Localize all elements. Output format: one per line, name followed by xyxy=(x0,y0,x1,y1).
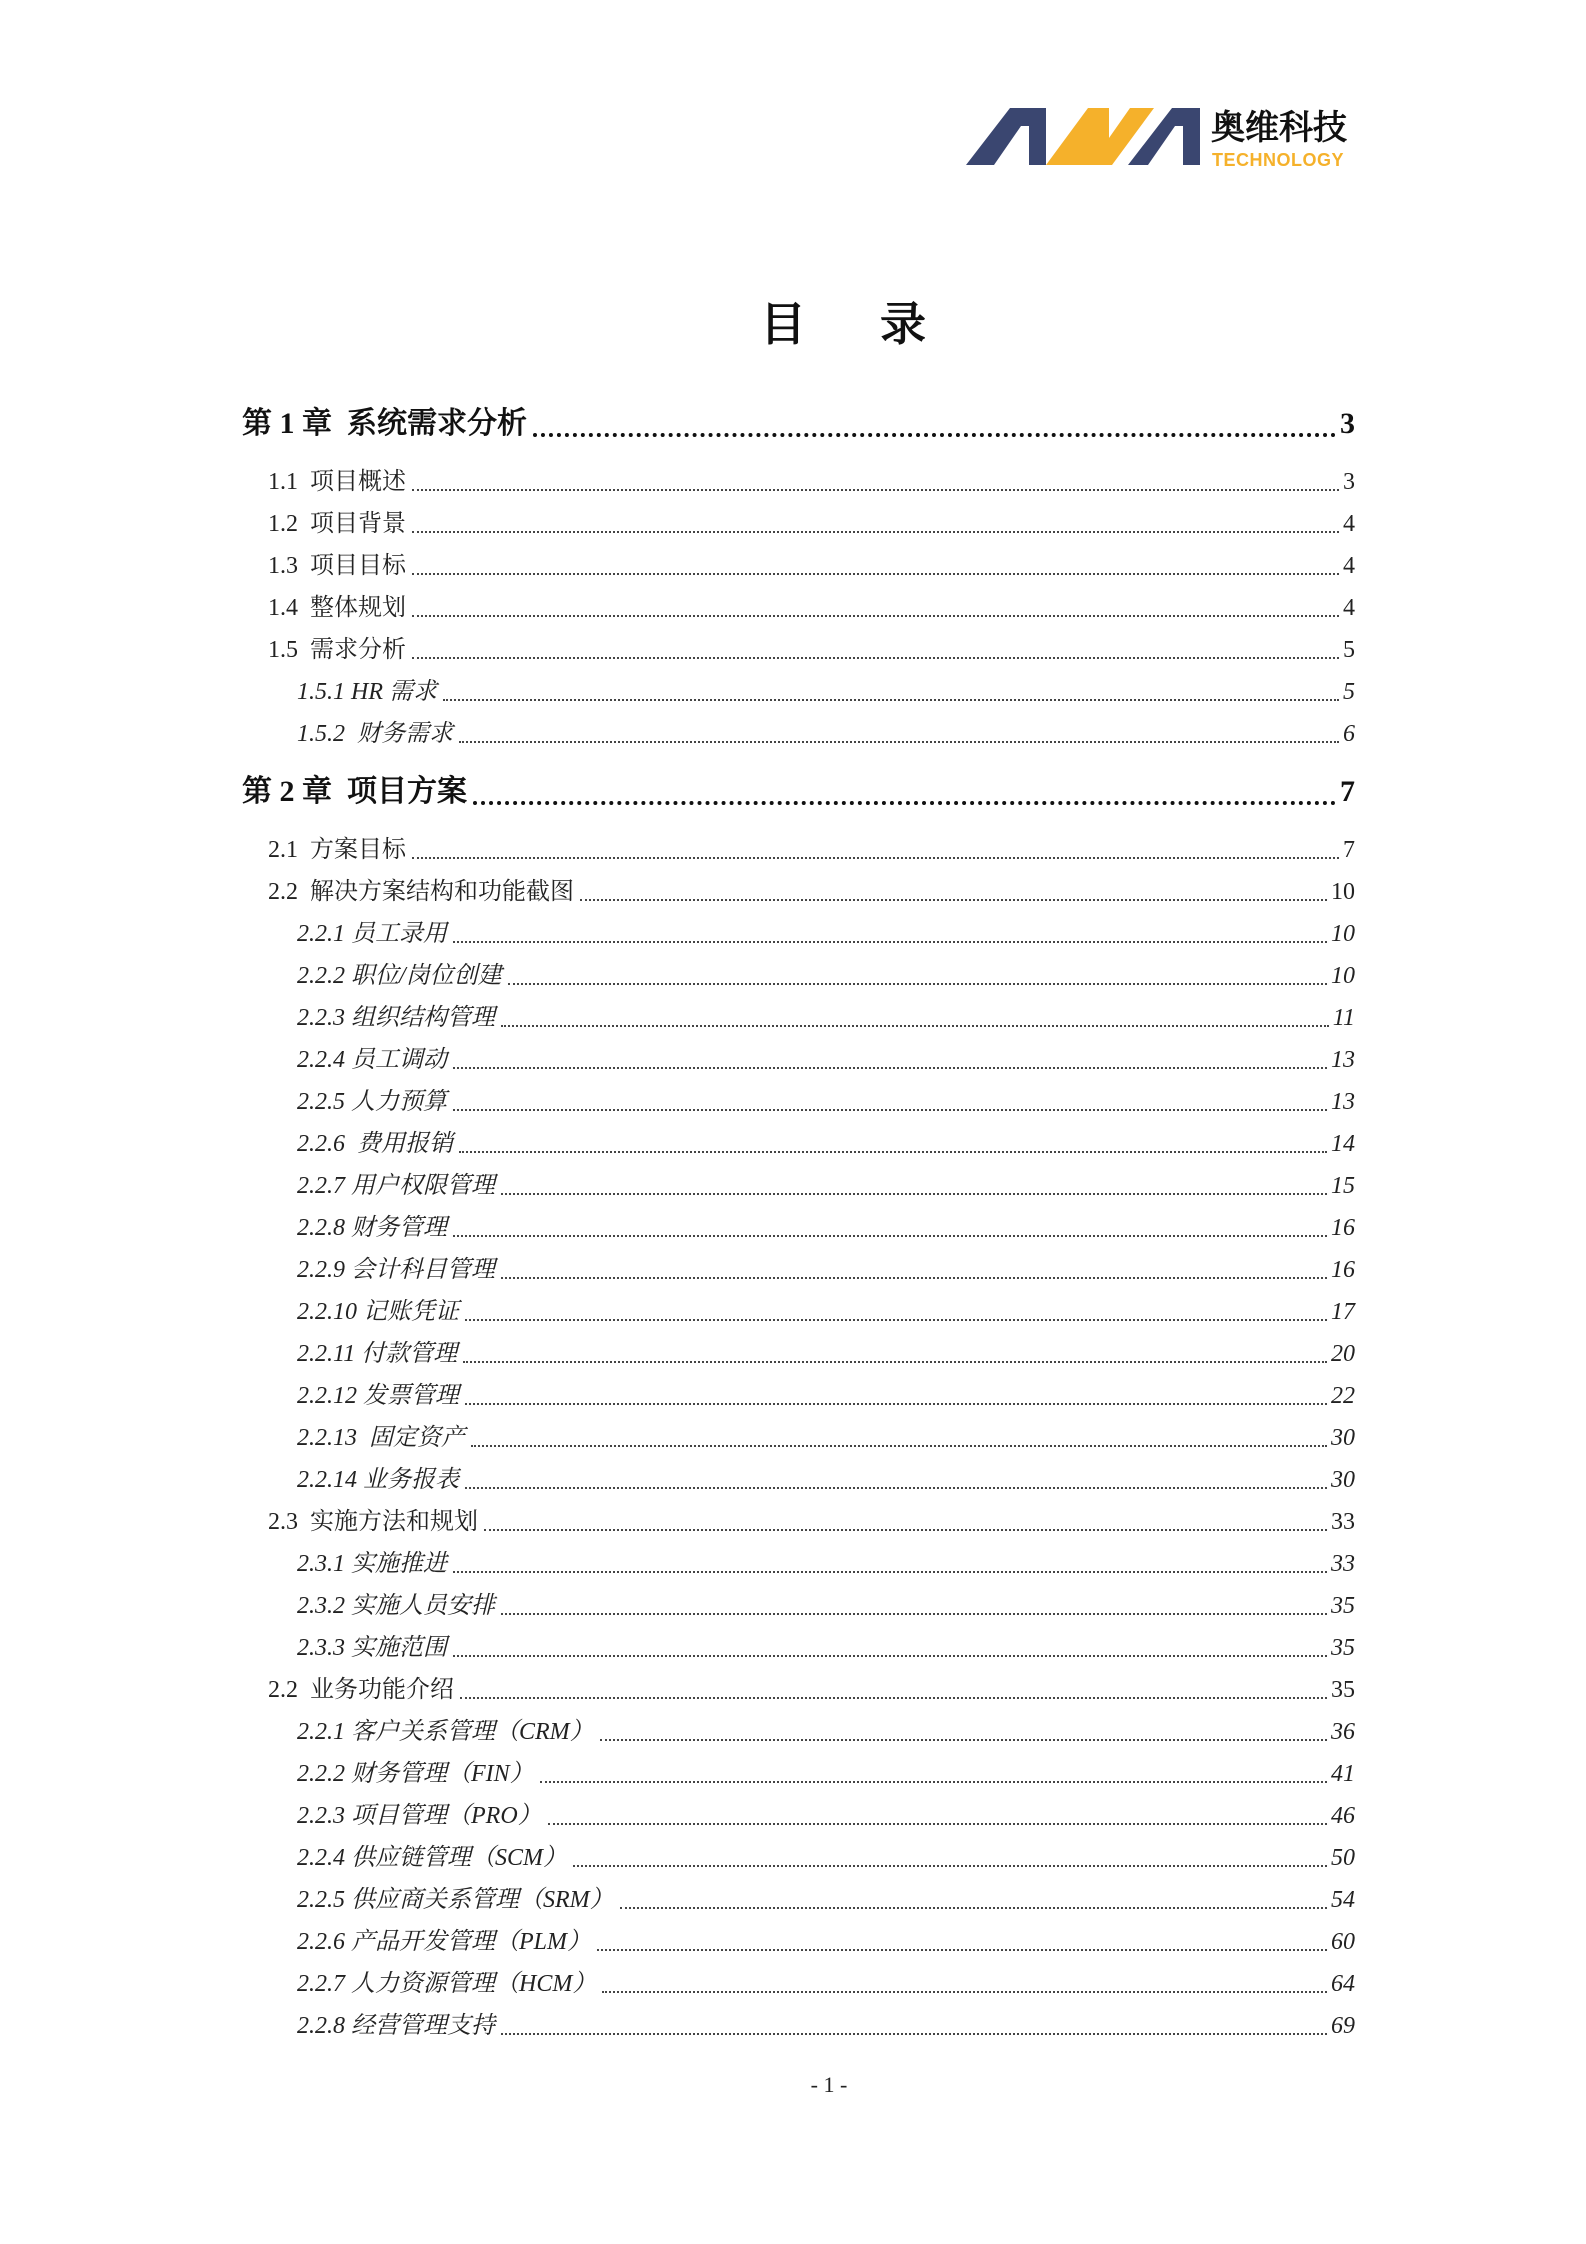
toc-entry[interactable] xyxy=(242,629,1355,671)
toc-page-number: 33 xyxy=(1331,1509,1355,1535)
toc-entry-label: 2.2.5 人力预算 xyxy=(297,1089,447,1115)
toc-page-number: 30 xyxy=(1331,1467,1355,1493)
dot-leader xyxy=(453,1109,1327,1111)
dot-leader xyxy=(465,1403,1327,1405)
toc-entry[interactable] xyxy=(242,1711,1355,1753)
toc-entry[interactable] xyxy=(242,587,1355,629)
toc-page-number: 41 xyxy=(1331,1761,1355,1787)
toc-entry-label: 2.2.9 会计科目管理 xyxy=(297,1257,495,1283)
dot-leader xyxy=(412,531,1339,533)
toc-page-number: 46 xyxy=(1331,1803,1355,1829)
toc-entry[interactable] xyxy=(242,1585,1355,1627)
toc-page-number: 17 xyxy=(1331,1299,1355,1325)
dot-leader xyxy=(453,941,1327,943)
toc-entry[interactable] xyxy=(242,913,1355,955)
toc-page-number: 60 xyxy=(1331,1929,1355,1955)
toc-chapter[interactable] xyxy=(242,755,1355,829)
toc-page-number: 35 xyxy=(1331,1677,1355,1703)
dot-leader xyxy=(471,1445,1327,1447)
toc-entry-label: 2.2.13 固定资产 xyxy=(297,1425,465,1451)
toc-page-number: 20 xyxy=(1331,1341,1355,1367)
toc-entry-label: 2.3.3 实施范围 xyxy=(297,1635,447,1661)
toc-entry[interactable] xyxy=(242,1627,1355,1669)
toc-entry[interactable] xyxy=(242,1879,1355,1921)
toc-page-number: 35 xyxy=(1331,1635,1355,1661)
toc-entry-label: 2.2 解决方案结构和功能截图 xyxy=(268,879,574,905)
toc-entry-label: 2.3.1 实施推进 xyxy=(297,1551,447,1577)
toc-entry-label: 2.3.2 实施人员安排 xyxy=(297,1593,495,1619)
dot-leader xyxy=(412,489,1339,491)
logo-name-en: TECHNOLOGY xyxy=(1212,150,1345,170)
toc-page-number: 22 xyxy=(1331,1383,1355,1409)
toc-page-number: 5 xyxy=(1343,679,1355,705)
dot-leader xyxy=(533,433,1336,437)
toc-entry-label: 2.2.1 客户关系管理（CRM） xyxy=(297,1719,594,1745)
dot-leader xyxy=(548,1823,1327,1825)
toc-entry-label: 2.2.2 财务管理（FIN） xyxy=(297,1761,534,1787)
dot-leader xyxy=(501,1613,1327,1615)
company-logo xyxy=(966,108,1361,174)
dot-leader xyxy=(465,1319,1327,1321)
dot-leader xyxy=(501,2033,1327,2035)
toc-page-number: 10 xyxy=(1331,879,1355,905)
toc-entry-label: 1.1 项目概述 xyxy=(268,469,406,495)
toc-entry-label: 2.2.1 员工录用 xyxy=(297,921,447,947)
dot-leader xyxy=(459,741,1339,743)
dot-leader xyxy=(459,1151,1327,1153)
toc-entry-label: 2.2.3 组织结构管理 xyxy=(297,1005,495,1031)
page-number: - 1 - xyxy=(810,2072,848,2097)
toc-page-number: 4 xyxy=(1343,511,1355,537)
toc-entry[interactable] xyxy=(242,1123,1355,1165)
toc-entry[interactable] xyxy=(242,871,1355,913)
toc-page-number: 30 xyxy=(1331,1425,1355,1451)
toc-entry-label: 第 1 章 系统需求分析 xyxy=(242,407,527,440)
toc-page-number: 16 xyxy=(1331,1215,1355,1241)
toc-page-number: 10 xyxy=(1331,921,1355,947)
toc-page-number: 13 xyxy=(1331,1089,1355,1115)
toc-entry[interactable] xyxy=(242,2005,1355,2047)
toc-entry-label: 2.2.4 供应链管理（SCM） xyxy=(297,1845,567,1871)
toc-entry-label: 2.2.5 供应商关系管理（SRM） xyxy=(297,1887,614,1913)
toc-entry[interactable] xyxy=(242,503,1355,545)
dot-leader xyxy=(602,1991,1327,1993)
toc-entry[interactable] xyxy=(242,1291,1355,1333)
toc-entry[interactable] xyxy=(242,713,1355,755)
dot-leader xyxy=(453,1067,1327,1069)
dot-leader xyxy=(412,857,1339,859)
toc-entry-label: 2.2.3 项目管理（PRO） xyxy=(297,1803,542,1829)
toc-entry[interactable] xyxy=(242,1459,1355,1501)
toc-page-number: 54 xyxy=(1331,1887,1355,1913)
toc-entry[interactable] xyxy=(242,1165,1355,1207)
toc-entry-label: 2.2.7 用户权限管理 xyxy=(297,1173,495,1199)
toc-entry-label: 2.2.8 经营管理支持 xyxy=(297,2013,495,2039)
toc-entry-label: 2.2.6 产品开发管理（PLM） xyxy=(297,1929,591,1955)
toc-entry[interactable] xyxy=(242,1669,1355,1711)
toc-page-number: 5 xyxy=(1343,637,1355,663)
toc-page-number: 36 xyxy=(1331,1719,1355,1745)
toc-entry[interactable] xyxy=(242,1501,1355,1543)
dot-leader xyxy=(453,1235,1327,1237)
toc-page-number: 33 xyxy=(1331,1551,1355,1577)
toc-entry[interactable] xyxy=(242,1795,1355,1837)
toc-page-number: 7 xyxy=(1340,775,1355,808)
toc-entry[interactable] xyxy=(242,1921,1355,1963)
page-title: 目录 xyxy=(760,297,1000,351)
dot-leader xyxy=(501,1025,1329,1027)
toc-entry-label: 2.2.4 员工调动 xyxy=(297,1047,447,1073)
dot-leader xyxy=(484,1529,1327,1531)
dot-leader xyxy=(501,1277,1327,1279)
toc-entry[interactable] xyxy=(242,997,1355,1039)
toc-page-number: 11 xyxy=(1332,1005,1355,1031)
dot-leader xyxy=(597,1949,1327,1951)
dot-leader xyxy=(453,1655,1327,1657)
dot-leader xyxy=(460,1697,1327,1699)
toc-page-number: 4 xyxy=(1343,595,1355,621)
dot-leader xyxy=(463,1361,1327,1363)
toc-entry[interactable] xyxy=(242,1039,1355,1081)
toc-entry[interactable] xyxy=(242,829,1355,871)
toc-page-number: 3 xyxy=(1343,469,1355,495)
toc-page-number: 14 xyxy=(1331,1131,1355,1157)
toc-page-number: 3 xyxy=(1340,407,1355,440)
toc-entry[interactable] xyxy=(242,1753,1355,1795)
toc-page-number: 7 xyxy=(1343,837,1355,863)
dot-leader xyxy=(453,1571,1327,1573)
toc-entry-label: 2.2.8 财务管理 xyxy=(297,1215,447,1241)
dot-leader xyxy=(540,1781,1327,1783)
toc-entry[interactable] xyxy=(242,955,1355,997)
logo-name-cn: 奥维科技 xyxy=(1211,108,1347,148)
toc-entry[interactable] xyxy=(242,1081,1355,1123)
dot-leader xyxy=(465,1487,1327,1489)
toc-entry-label: 2.2 业务功能介绍 xyxy=(268,1677,454,1703)
toc-entry[interactable] xyxy=(242,1207,1355,1249)
toc-entry[interactable] xyxy=(242,461,1355,503)
toc-entry-label: 1.5.1 HR 需求 xyxy=(297,679,437,705)
toc-entry-label: 1.5 需求分析 xyxy=(268,637,406,663)
toc-entry-label: 2.3 实施方法和规划 xyxy=(268,1509,478,1535)
toc-page-number: 6 xyxy=(1343,721,1355,747)
dot-leader xyxy=(412,657,1339,659)
toc-entry[interactable] xyxy=(242,1543,1355,1585)
toc-entry[interactable] xyxy=(242,545,1355,587)
toc-page-number: 50 xyxy=(1331,1845,1355,1871)
dot-leader xyxy=(620,1907,1327,1909)
toc-entry-label: 2.2.10 记账凭证 xyxy=(297,1299,459,1325)
dot-leader xyxy=(412,615,1339,617)
toc-page-number: 35 xyxy=(1331,1593,1355,1619)
toc-entry-label: 1.4 整体规划 xyxy=(268,595,406,621)
toc-entry-label: 1.2 项目背景 xyxy=(268,511,406,537)
toc-entry-label: 1.5.2 财务需求 xyxy=(297,721,453,747)
toc-page-number: 16 xyxy=(1331,1257,1355,1283)
dot-leader xyxy=(501,1193,1327,1195)
dot-leader xyxy=(412,573,1339,575)
toc-entry[interactable] xyxy=(242,1249,1355,1291)
toc-page-number: 15 xyxy=(1331,1173,1355,1199)
table-of-contents xyxy=(242,387,1355,2047)
toc-entry-label: 2.2.7 人力资源管理（HCM） xyxy=(297,1971,597,1997)
dot-leader xyxy=(508,983,1327,985)
toc-page-number: 64 xyxy=(1331,1971,1355,1997)
toc-page-number: 69 xyxy=(1331,2013,1355,2039)
toc-page-number: 13 xyxy=(1331,1047,1355,1073)
toc-entry-label: 2.1 方案目标 xyxy=(268,837,406,863)
dot-leader xyxy=(580,899,1327,901)
toc-entry[interactable] xyxy=(242,1963,1355,2005)
toc-page-number: 4 xyxy=(1343,553,1355,579)
toc-entry-label: 1.3 项目目标 xyxy=(268,553,406,579)
toc-entry[interactable] xyxy=(242,671,1355,713)
dot-leader xyxy=(573,1865,1327,1867)
dot-leader xyxy=(473,801,1336,805)
toc-entry-label: 2.2.12 发票管理 xyxy=(297,1383,459,1409)
toc-entry-label: 2.2.6 费用报销 xyxy=(297,1131,453,1157)
toc-entry[interactable] xyxy=(242,1333,1355,1375)
toc-entry-label: 2.2.11 付款管理 xyxy=(297,1341,458,1367)
toc-page-number: 10 xyxy=(1331,963,1355,989)
toc-entry[interactable] xyxy=(242,1417,1355,1459)
toc-entry-label: 2.2.2 职位/岗位创建 xyxy=(297,963,502,989)
toc-entry-label: 第 2 章 项目方案 xyxy=(242,775,467,808)
dot-leader xyxy=(443,699,1339,701)
toc-entry-label: 2.2.14 业务报表 xyxy=(297,1467,459,1493)
toc-entry[interactable] xyxy=(242,1375,1355,1417)
toc-chapter[interactable] xyxy=(242,387,1355,461)
dot-leader xyxy=(600,1739,1327,1741)
toc-entry[interactable] xyxy=(242,1837,1355,1879)
